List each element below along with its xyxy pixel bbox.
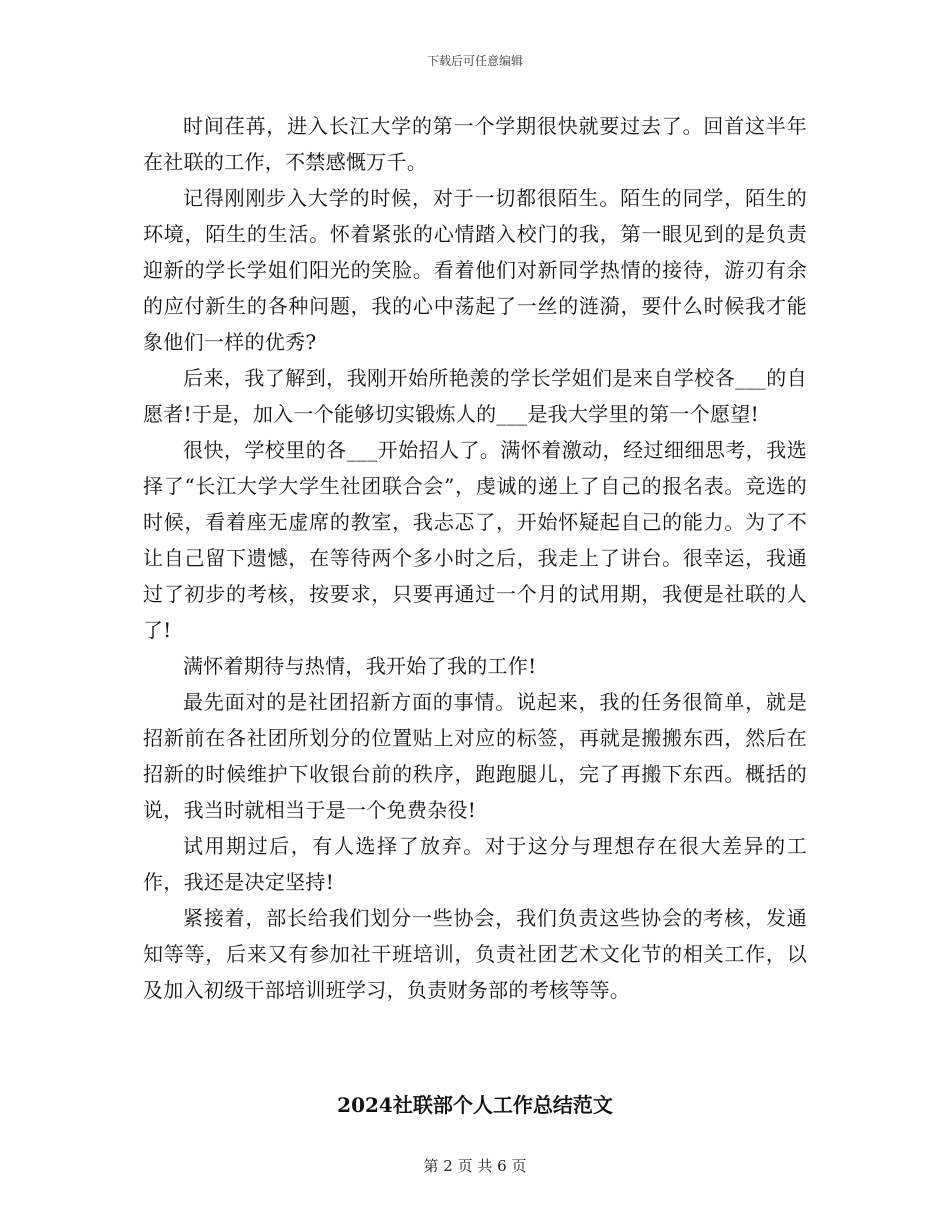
paragraph-3: 后来，我了解到，我刚开始所艳羡的学长学姐们是来自学校各___的自愿者!于是，加入一个能够切实锻炼人的___是我大学里的第一个愿望! (143, 366, 807, 426)
paragraph-4: 很快，学校里的各___开始招人了。满怀着激动，经过细细思考，我选择了“长江大学大学生社团联合会”，虔诚的递上了自己的报名表。竞选的时候，看着座无虚席的教室，我忐忑了，开始怀疑起自己的能力。为了不让自己留下遗憾，在等待两个多小时之后，我走上了讲台。很幸运，我通过了初步的考核，按要求，只要再通过一个月的试用期，我便是社联的人了! (143, 438, 807, 642)
document-body (143, 108, 807, 1008)
page-header-note: 下载后可任意编辑 (426, 54, 523, 68)
paragraph-6: 最先面对的是社团招新方面的事情。说起来，我的任务很简单，就是招新前在各社团所划分的位置贴上对应的标签，再就是搬搬东西，然后在招新的时候维护下收银台前的秩序，跑跑腿儿，完了再搬下东西。概括的说，我当时就相当于是一个免费杂役! (143, 690, 807, 822)
paragraph-1: 时间荏苒，进入长江大学的第一个学期很快就要过去了。回首这半年在社联的工作，不禁感慨万千。 (143, 114, 807, 174)
paragraph-5: 满怀着期待与热情，我开始了我的工作! (183, 654, 537, 678)
page-footer: 第 2 页 共 6 页 (423, 1157, 527, 1175)
paragraph-7: 试用期过后，有人选择了放弃。对于这分与理想存在很大差异的工作，我还是决定坚持! (143, 834, 807, 894)
section-title: 2024社联部个人工作总结范文 (337, 1093, 613, 1117)
paragraph-8: 紧接着，部长给我们划分一些协会，我们负责这些协会的考核，发通知等等，后来又有参加社干班培训，负责社团艺术文化节的相关工作，以及加入初级干部培训班学习，负责财务部的考核等等。 (143, 906, 807, 1002)
paragraph-2: 记得刚刚步入大学的时候，对于一切都很陌生。陌生的同学，陌生的环境，陌生的生活。怀着紧张的心情踏入校门的我，第一眼见到的是负责迎新的学长学姐们阳光的笑脸。看着他们对新同学热情的接待，游刃有余的应付新生的各种问题，我的心中荡起了一丝的涟漪，要什么时候我才能象他们一样的优秀? (143, 186, 807, 354)
